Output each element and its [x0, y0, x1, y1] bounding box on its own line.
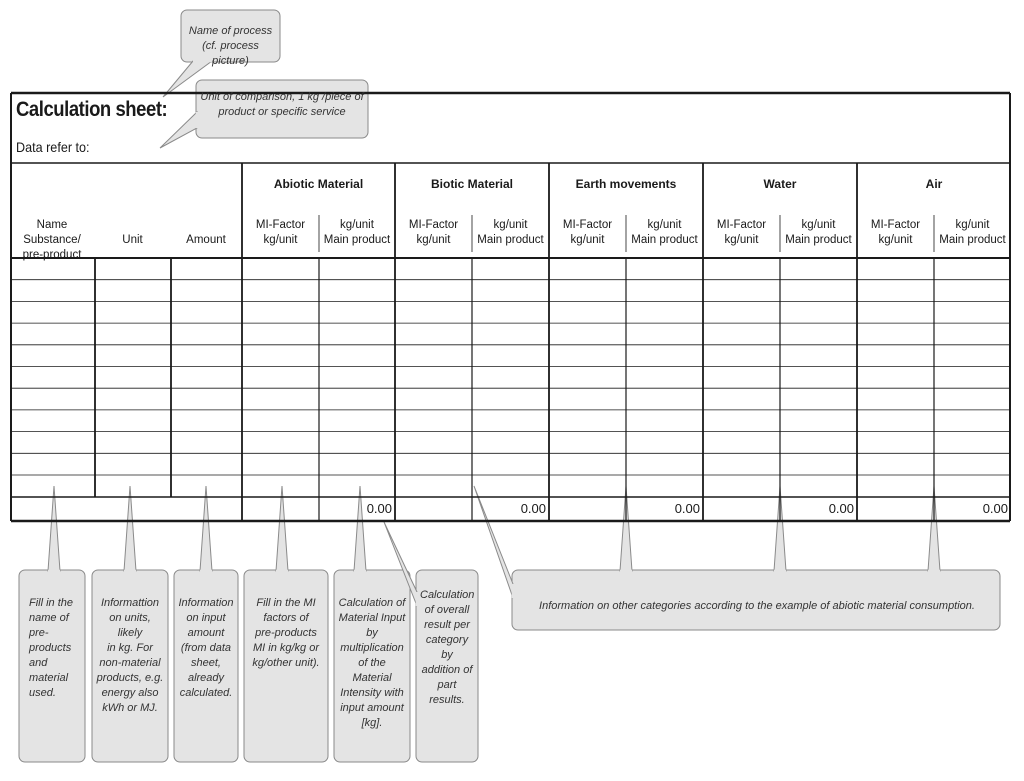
data-refer-label: Data refer to:	[16, 139, 90, 155]
subheader-kg-main: kg/unit Main product	[939, 219, 1006, 246]
bubble-units-info-pointer	[124, 486, 136, 571]
group-header-biotic: Biotic Material	[430, 177, 514, 191]
total-biotic: 0.00	[520, 501, 546, 516]
subheader-mi-factor: MI-Factor kg/unit	[255, 219, 306, 246]
callout-other-categories: Information on other categories according to the example of abiotic material consumption.	[539, 600, 975, 612]
column-header-unit: Unit	[122, 234, 143, 246]
bubble-mi-factors-pointer	[276, 486, 288, 571]
bubble-fill-name-pointer	[48, 486, 60, 571]
sheet-title: Calculation sheet:	[16, 98, 168, 121]
subheader-mi-factor: MI-Factor kg/unit	[870, 219, 921, 246]
subheader-kg-main: kg/unit Main product	[323, 219, 391, 246]
subheader-kg-main: kg/unit Main product	[477, 219, 544, 246]
callout-units-info: Informattion on units, likely in kg. For non-material products, e.g. energy also kWh or MJ.	[96, 597, 164, 714]
total-air: 0.00	[982, 501, 1008, 516]
total-abiotic: 0.00	[366, 501, 392, 516]
total-water: 0.00	[828, 501, 854, 516]
group-header-earth: Earth movements	[575, 177, 677, 191]
total-earth: 0.00	[674, 501, 700, 516]
callout-unit-comparison: Unit of comparison, 1 kg /piece of product or specific service	[200, 91, 364, 118]
group-header-abiotic: Abiotic Material	[273, 177, 364, 191]
callout-material-input: Calculation of Material Input by multiplication of the Material Intensity with input amount [kg].	[338, 597, 406, 729]
subheader-kg-main: kg/unit Main product	[785, 219, 852, 246]
column-header-amount: Amount	[186, 234, 226, 246]
bubble-material-input-pointer	[354, 486, 366, 571]
callout-fill-name: Fill in the name of pre- products and material used.	[29, 597, 74, 699]
group-header-air: Air	[925, 177, 943, 191]
group-header-water: Water	[763, 177, 797, 191]
table-grid	[11, 93, 1010, 521]
callout-mi-factors: Fill in the MI factors of pre-products MI in kg/kg or kg/other unit).	[252, 597, 320, 669]
callout-overall-result: Calculation of overall result per category by addition of part results.	[420, 589, 475, 706]
subheader-kg-main: kg/unit Main product	[631, 219, 698, 246]
callout-input-amount: Information on input amount (from data sheet, already calculated.	[178, 597, 234, 699]
subheader-mi-factor: MI-Factor kg/unit	[562, 219, 613, 246]
callout-process-name: Name of process (cf. process picture)	[188, 25, 273, 67]
subheader-mi-factor: MI-Factor kg/unit	[716, 219, 767, 246]
bubble-input-amount-pointer	[200, 486, 212, 571]
column-header-name: Name Substance/ pre-product	[22, 219, 82, 261]
subheader-mi-factor: MI-Factor kg/unit	[408, 219, 459, 246]
